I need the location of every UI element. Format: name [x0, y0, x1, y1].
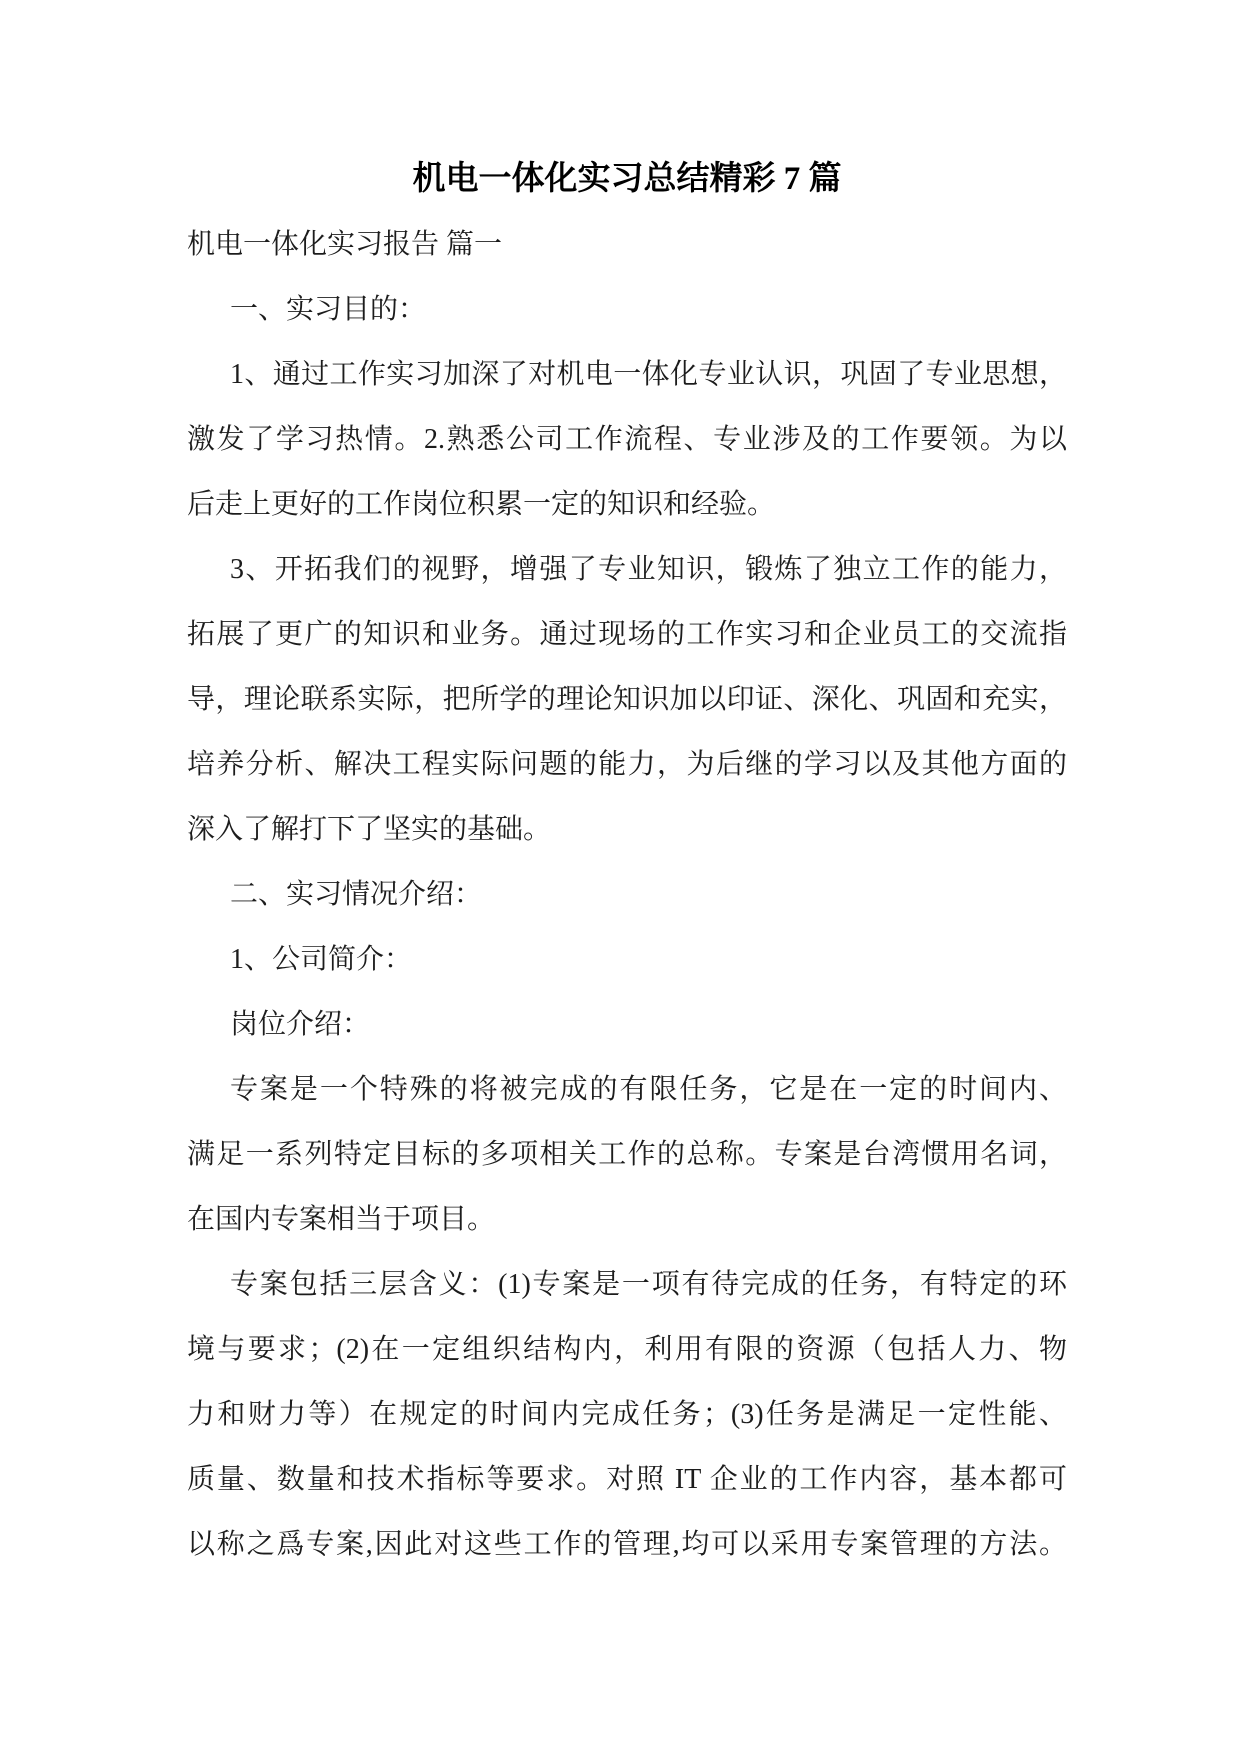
text-line: 1、通过工作实习加深了对机电一体化专业认识，巩固了专业思想， — [230, 359, 1067, 390]
text-line: 岗位介绍： — [230, 1009, 371, 1040]
text-line: 拓展了更广的知识和业务。通过现场的工作实习和企业员工的交流指 — [187, 619, 1067, 650]
text-line: 深入了解打下了坚实的基础。 — [187, 814, 552, 845]
text-line: 一、实习目的： — [230, 294, 427, 325]
text-line: 培养分析、解决工程实际问题的能力，为后继的学习以及其他方面的 — [187, 749, 1067, 780]
text-line: 后走上更好的工作岗位积累一定的知识和经验。 — [187, 489, 776, 520]
text-line: 专案包括三层含义：(1)专案是一项有待完成的任务，有特定的环 — [230, 1269, 1067, 1300]
text-line: 二、实习情况介绍： — [230, 879, 483, 910]
document-title: 机电一体化实习总结精彩 7 篇 — [412, 161, 842, 197]
document-body — [187, 212, 1067, 1577]
text-line: 在国内专案相当于项目。 — [187, 1204, 496, 1235]
text-line: 激发了学习热情。2.熟悉公司工作流程、专业涉及的工作要领。为以 — [187, 424, 1067, 455]
text-line: 导，理论联系实际，把所学的理论知识加以印证、深化、巩固和充实， — [187, 684, 1067, 715]
text-line: 以称之爲专案,因此对这些工作的管理,均可以采用专案管理的方法。 — [187, 1529, 1067, 1560]
text-line: 境与要求；(2)在一定组织结构内，利用有限的资源（包括人力、物 — [187, 1334, 1067, 1365]
text-line: 力和财力等）在规定的时间内完成任务；(3)任务是满足一定性能、 — [187, 1399, 1067, 1430]
text-line: 3、开拓我们的视野，增强了专业知识，锻炼了独立工作的能力， — [230, 554, 1067, 585]
text-line: 质量、数量和技术指标等要求。对照 IT 企业的工作内容，基本都可 — [187, 1464, 1067, 1495]
text-line: 满足一系列特定目标的多项相关工作的总称。专案是台湾惯用名词， — [187, 1139, 1067, 1170]
text-line: 专案是一个特殊的将被完成的有限任务，它是在一定的时间内、 — [230, 1074, 1067, 1105]
text-line: 机电一体化实习报告 篇一 — [187, 229, 503, 260]
text-line: 1、公司简介： — [230, 944, 413, 975]
